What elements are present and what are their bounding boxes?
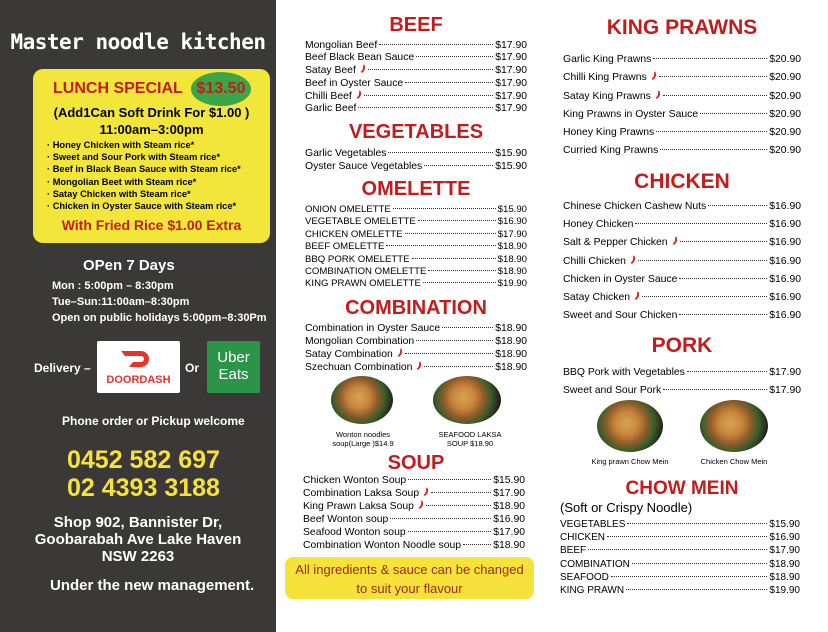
chow-mein-list (560, 518, 800, 597)
chili-icon (633, 289, 640, 298)
menu-item-name: Satay Beef (305, 65, 356, 77)
menu-item (305, 90, 527, 103)
menu-item-price: $15.90 (497, 204, 527, 215)
menu-item-price: $17.90 (493, 527, 525, 538)
menu-item (303, 526, 525, 539)
hours-line: Tue–Sun:11:00am–8:30pm (52, 296, 190, 308)
chili-icon (396, 348, 403, 357)
menu-item-name: Chicken Wonton Soup (303, 475, 407, 486)
menu-item (563, 271, 801, 289)
menu-item-name: KING PRAWN OMELETTE (305, 278, 421, 290)
leader-dots (408, 479, 491, 480)
menu-item-price: $16.90 (769, 273, 801, 285)
leader-dots (442, 327, 493, 328)
leader-dots (611, 576, 768, 577)
section-title-pork: PORK (651, 334, 713, 357)
menu-item (563, 216, 801, 234)
leader-dots (663, 389, 767, 390)
menu-item (563, 234, 801, 252)
menu-item-price: $16.90 (769, 219, 801, 231)
menu-item-name: Beef Black Bean Sauce (305, 52, 415, 64)
photo-caption (425, 430, 515, 448)
menu-item-price: $17.90 (769, 367, 801, 378)
chili-icon (671, 234, 678, 243)
menu-item-name: BBQ PORK OMELETTE (305, 253, 410, 265)
doordash-label: DOORDASH (106, 374, 171, 386)
menu-item (560, 531, 800, 544)
chicken-chow-mein-photo (700, 400, 768, 452)
or-label: Or (185, 361, 200, 375)
menu-item-price: $16.90 (769, 237, 801, 249)
lunch-hours: 11:00am–3:00pm (99, 122, 204, 137)
leader-dots (386, 245, 495, 246)
menu-item-name: King Prawns in Oyster Sauce (563, 108, 699, 120)
menu-item-price: $18.90 (769, 571, 800, 583)
leader-dots (379, 44, 493, 45)
lunch-special-box (33, 69, 270, 243)
combination-list (305, 322, 527, 374)
lunch-item: · Beef in Black Bean Sauce with Steam rice* (47, 163, 241, 175)
section-title-beef: BEEF (389, 14, 443, 36)
leader-dots (368, 69, 493, 70)
leader-dots (663, 95, 767, 96)
menu-item (303, 539, 525, 552)
chili-icon (359, 64, 366, 73)
photo-caption: Chicken Chow Mein (700, 457, 768, 466)
menu-item-name: ONION OMELETTE (305, 204, 391, 215)
leader-dots (418, 220, 496, 221)
menu-item-name: BEEF (560, 545, 587, 557)
menu-item (563, 69, 801, 87)
menu-item (563, 106, 801, 124)
chili-icon (650, 69, 657, 78)
menu-item (305, 322, 527, 335)
chili-icon (629, 253, 636, 262)
leader-dots (660, 149, 767, 150)
menu-item (560, 518, 800, 531)
menu-item-price: $20.90 (769, 145, 801, 157)
menu-item (563, 51, 801, 69)
section-title-chicken: CHICKEN (634, 170, 730, 193)
menu-item (303, 500, 525, 513)
menu-item-name: Satay Combination (305, 349, 393, 360)
lunch-item: · Honey Chicken with Steam rice* (47, 139, 241, 151)
management-note: Under the new management. (50, 577, 255, 594)
menu-item (563, 253, 801, 271)
menu-item (560, 544, 800, 557)
leader-dots (424, 366, 493, 367)
menu-item-price: $17.90 (495, 103, 527, 115)
menu-item-name: Chinese Chicken Cashew Nuts (563, 201, 707, 212)
leader-dots (632, 563, 768, 564)
menu-item-price: $18.90 (495, 362, 527, 373)
chili-icon (422, 487, 429, 496)
section-title-soup: SOUP (387, 452, 445, 474)
section-title-combination: COMBINATION (345, 297, 487, 319)
leader-dots (679, 278, 767, 279)
menu-item (560, 558, 800, 571)
menu-item-name: VEGETABLE OMELETTE (305, 216, 416, 228)
leader-dots (659, 76, 767, 77)
caption-line: SEAFOOD LAKSA (438, 430, 502, 439)
menu-item-price: $17.90 (493, 488, 525, 499)
menu-item (560, 584, 800, 597)
menu-item (305, 52, 527, 64)
leader-dots (424, 165, 493, 166)
menu-item (305, 278, 527, 290)
fried-rice-note: With Fried Rice $1.00 Extra (61, 217, 242, 233)
menu-item (305, 78, 527, 90)
menu-item-price: $20.90 (769, 54, 801, 65)
leader-dots (626, 589, 767, 590)
lunch-item: · Satay Chicken with Steam rice* (47, 188, 241, 200)
menu-item-name: Combination Wonton Noodle soup (303, 540, 462, 551)
menu-item (305, 147, 527, 160)
menu-item-name: Chilli King Prawns (563, 72, 647, 84)
menu-item-price: $18.90 (497, 253, 527, 265)
menu-item-name: Salt & Pepper Chicken (563, 237, 668, 249)
address-line: NSW 2263 (101, 548, 175, 565)
menu-item-name: Mongolian Combination (305, 336, 415, 347)
menu-item-name: Satay Chicken (563, 292, 630, 304)
menu-item-price: $16.90 (769, 201, 801, 212)
note-line: All ingredients & sauce can be changed (295, 562, 524, 577)
menu-item-price: $18.90 (495, 323, 527, 334)
menu-item-name: Garlic Vegetables (305, 148, 387, 159)
menu-item (563, 88, 801, 106)
menu-item-price: $19.90 (497, 278, 527, 290)
leader-dots (635, 223, 767, 224)
vegetables-list (305, 147, 527, 173)
lunch-drink-note: (Add1Can Soft Drink For $1.00 ) (53, 105, 250, 120)
menu-item-price: $16.90 (769, 532, 800, 544)
menu-item-name: Satay King Prawns (563, 90, 651, 102)
address-line: Shop 902, Bannister Dr, (53, 514, 223, 531)
menu-item-price: $20.90 (769, 127, 801, 139)
lunch-item: · Sweet and Sour Pork with Steam rice* (47, 151, 241, 163)
menu-item-price: $18.90 (495, 336, 527, 347)
menu-item-name: BBQ Pork with Vegetables (563, 367, 685, 378)
menu-item (305, 40, 527, 52)
caption-line: Wonton noodles (335, 430, 391, 439)
menu-item-price: $17.90 (495, 52, 527, 64)
king-prawns-list (563, 51, 801, 161)
uber-eats-badge[interactable] (207, 341, 260, 393)
leader-dots (687, 371, 767, 372)
leader-dots (364, 95, 493, 96)
leader-dots (463, 544, 491, 545)
hours-line: Open on public holidays 5:00pm–8:30Pm (52, 312, 267, 324)
menu-item-price: $20.90 (769, 90, 801, 102)
leader-dots (607, 536, 767, 537)
leader-dots (642, 296, 767, 297)
menu-item (563, 124, 801, 142)
menu-item-price: $16.90 (769, 310, 801, 322)
menu-item-name: CHICKEN OMELETTE (305, 228, 403, 240)
menu-item (563, 142, 801, 160)
ingredients-note (285, 557, 534, 599)
menu-item-name: Beef Wonton soup (303, 514, 389, 525)
leader-dots (416, 56, 493, 57)
menu-item-name: Mongolian Beef (305, 40, 378, 51)
menu-item-price: $19.90 (769, 585, 800, 597)
menu-item-name: VEGETABLES (560, 519, 626, 530)
leader-dots (638, 260, 767, 261)
menu-item (303, 474, 525, 487)
menu-item-name: King Prawn Laksa Soup (303, 501, 414, 512)
photo-caption: King prawn Chow Mein (591, 457, 669, 466)
lunch-price-badge: $13.50 (191, 72, 251, 106)
wonton-noodle-photo (331, 376, 393, 424)
leader-dots (700, 113, 767, 114)
leader-dots (412, 258, 496, 259)
menu-item (305, 254, 527, 266)
doordash-badge[interactable] (97, 341, 180, 393)
menu-item-name: Combination Laksa Soup (303, 488, 420, 499)
menu-item (305, 160, 527, 173)
menu-item-price: $16.90 (493, 514, 525, 525)
leader-dots (405, 82, 493, 83)
menu-item-name: BEEF OMELETTE (305, 241, 385, 253)
info-panel (0, 0, 276, 632)
menu-item-name: Beef in Oyster Sauce (305, 77, 404, 89)
menu-item-price: $17.90 (495, 90, 527, 102)
menu-item-name: Honey King Prawns (563, 127, 655, 139)
leader-dots (358, 107, 493, 108)
menu-item-price: $18.90 (497, 241, 527, 253)
menu-item (563, 382, 801, 400)
beef-list (305, 40, 527, 115)
menu-item (563, 198, 801, 216)
leader-dots (428, 270, 495, 271)
leader-dots (679, 314, 767, 315)
chow-mein-subtitle: (Soft or Crispy Noodle) (560, 500, 693, 515)
section-title-chow-mein: CHOW MEIN (625, 478, 739, 499)
leader-dots (627, 523, 767, 524)
section-title-vegetables: VEGETABLES (348, 121, 484, 143)
leader-dots (405, 233, 496, 234)
menu-item-name: SEAFOOD (560, 571, 609, 583)
menu-item-name: CHICKEN (560, 532, 606, 544)
menu-item-price: $15.90 (493, 475, 525, 486)
leader-dots (431, 492, 491, 493)
menu-item-price: $15.90 (495, 148, 527, 159)
leader-dots (653, 58, 767, 59)
menu-item (303, 513, 525, 526)
eats-label: Eats (218, 366, 249, 383)
menu-item-name: Honey Chicken (563, 219, 634, 231)
address-line: Goobarabah Ave Lake Haven (34, 531, 242, 548)
menu-item (563, 364, 801, 382)
menu-item-price: $17.90 (497, 228, 527, 240)
leader-dots (588, 549, 767, 550)
menu-item (305, 361, 527, 374)
open-days: OPen 7 Days (83, 257, 175, 274)
leader-dots (388, 152, 493, 153)
note-line: to suit your flavour (356, 581, 463, 596)
menu-item-name: Curried King Prawns (563, 145, 659, 157)
leader-dots (390, 518, 491, 519)
leader-dots (393, 208, 496, 209)
delivery-label: Delivery – (34, 361, 91, 375)
menu-item (305, 348, 527, 361)
chili-icon (417, 500, 424, 509)
menu-item-price: $18.90 (497, 266, 527, 278)
menu-item (305, 241, 527, 253)
menu-item-price: $15.90 (495, 161, 527, 172)
chili-icon (355, 90, 362, 99)
menu-item (563, 289, 801, 307)
chili-icon (654, 88, 661, 97)
menu-item-price: $17.90 (495, 77, 527, 89)
menu-item-price: $17.90 (769, 545, 800, 557)
section-title-omelette: OMELETTE (361, 178, 471, 200)
menu-item (305, 64, 527, 77)
menu-item-name: Sweet and Sour Chicken (563, 310, 678, 322)
caption-line: soup(Large )$14.9 (332, 439, 394, 448)
menu-item-name: Chilli Chicken (563, 255, 626, 267)
menu-item-price: $17.90 (495, 65, 527, 77)
menu-item-name: Chicken in Oyster Sauce (563, 273, 678, 285)
leader-dots (405, 353, 493, 354)
phone-number[interactable]: 0452 582 697 (67, 446, 220, 474)
lunch-item: · Chicken in Oyster Sauce with Steam rice* (47, 200, 241, 212)
menu-item-price: $16.90 (769, 292, 801, 304)
menu-item (563, 307, 801, 325)
seafood-laksa-photo (433, 376, 501, 424)
photo-caption (318, 430, 408, 448)
menu-item (303, 487, 525, 500)
menu-item-price: $17.90 (495, 40, 527, 51)
menu-item (560, 571, 800, 584)
caption-line: SOUP $18.90 (446, 439, 494, 448)
menu-item-price: $16.90 (497, 216, 527, 228)
menu-item-name: KING PRAWN (560, 585, 625, 597)
restaurant-name: Master noodle kitchen (10, 30, 266, 54)
leader-dots (408, 531, 492, 532)
menu-item-price: $20.90 (769, 72, 801, 84)
menu-item (305, 335, 527, 348)
menu-item-price: $20.90 (769, 108, 801, 120)
menu-item-name: Oyster Sauce Vegetables (305, 161, 423, 172)
uber-label: Uber (217, 349, 250, 366)
leader-dots (708, 205, 767, 206)
lunch-special-title: LUNCH SPECIAL (53, 80, 183, 97)
menu-item-name: Combination in Oyster Sauce (305, 323, 441, 334)
menu-item-name: COMBINATION (560, 558, 630, 570)
section-title-king-prawns: KING PRAWNS (606, 16, 758, 39)
omelette-list (305, 204, 527, 291)
lunch-items (47, 139, 241, 212)
hours-line: Mon : 5:00pm – 8:30pm (52, 280, 174, 292)
pork-list (563, 364, 801, 401)
menu-item (305, 204, 527, 216)
menu-item-price: $16.90 (769, 255, 801, 267)
phone-order-note: Phone order or Pickup welcome (62, 414, 245, 428)
menu-item-price: $17.90 (769, 385, 801, 397)
leader-dots (680, 241, 768, 242)
doordash-icon (119, 347, 155, 371)
menu-item-name: COMBINATION OMELETTE (305, 266, 427, 278)
phone-number[interactable]: 02 4393 3188 (67, 474, 220, 502)
menu-item-price: $15.90 (769, 519, 800, 530)
leader-dots (416, 340, 493, 341)
lunch-item: · Mongolian Beet with Steam rice* (47, 176, 241, 188)
leader-dots (656, 131, 767, 132)
menu-item-price: $18.90 (769, 558, 800, 570)
menu-item (305, 103, 527, 115)
menu-item-name: Garlic Beef (305, 103, 357, 115)
menu-item-name: Sweet and Sour Pork (563, 385, 662, 397)
menu-item-name: Chilli Beef (305, 90, 352, 102)
menu-item (305, 229, 527, 241)
king-prawn-chow-mein-photo (597, 400, 663, 452)
menu-item-price: $18.90 (493, 501, 525, 512)
chili-icon (415, 361, 422, 370)
menu-item (305, 266, 527, 278)
soup-list (303, 474, 525, 552)
menu-item-price: $18.90 (493, 540, 525, 551)
menu-item-name: Garlic King Prawns (563, 54, 652, 65)
menu-item-price: $18.90 (495, 349, 527, 360)
leader-dots (426, 505, 491, 506)
menu-item (305, 216, 527, 228)
chicken-list (563, 198, 801, 325)
menu-item-name: Szechuan Combination (305, 362, 413, 373)
menu-item-name: Seafood Wonton soup (303, 527, 406, 538)
leader-dots (423, 282, 496, 283)
